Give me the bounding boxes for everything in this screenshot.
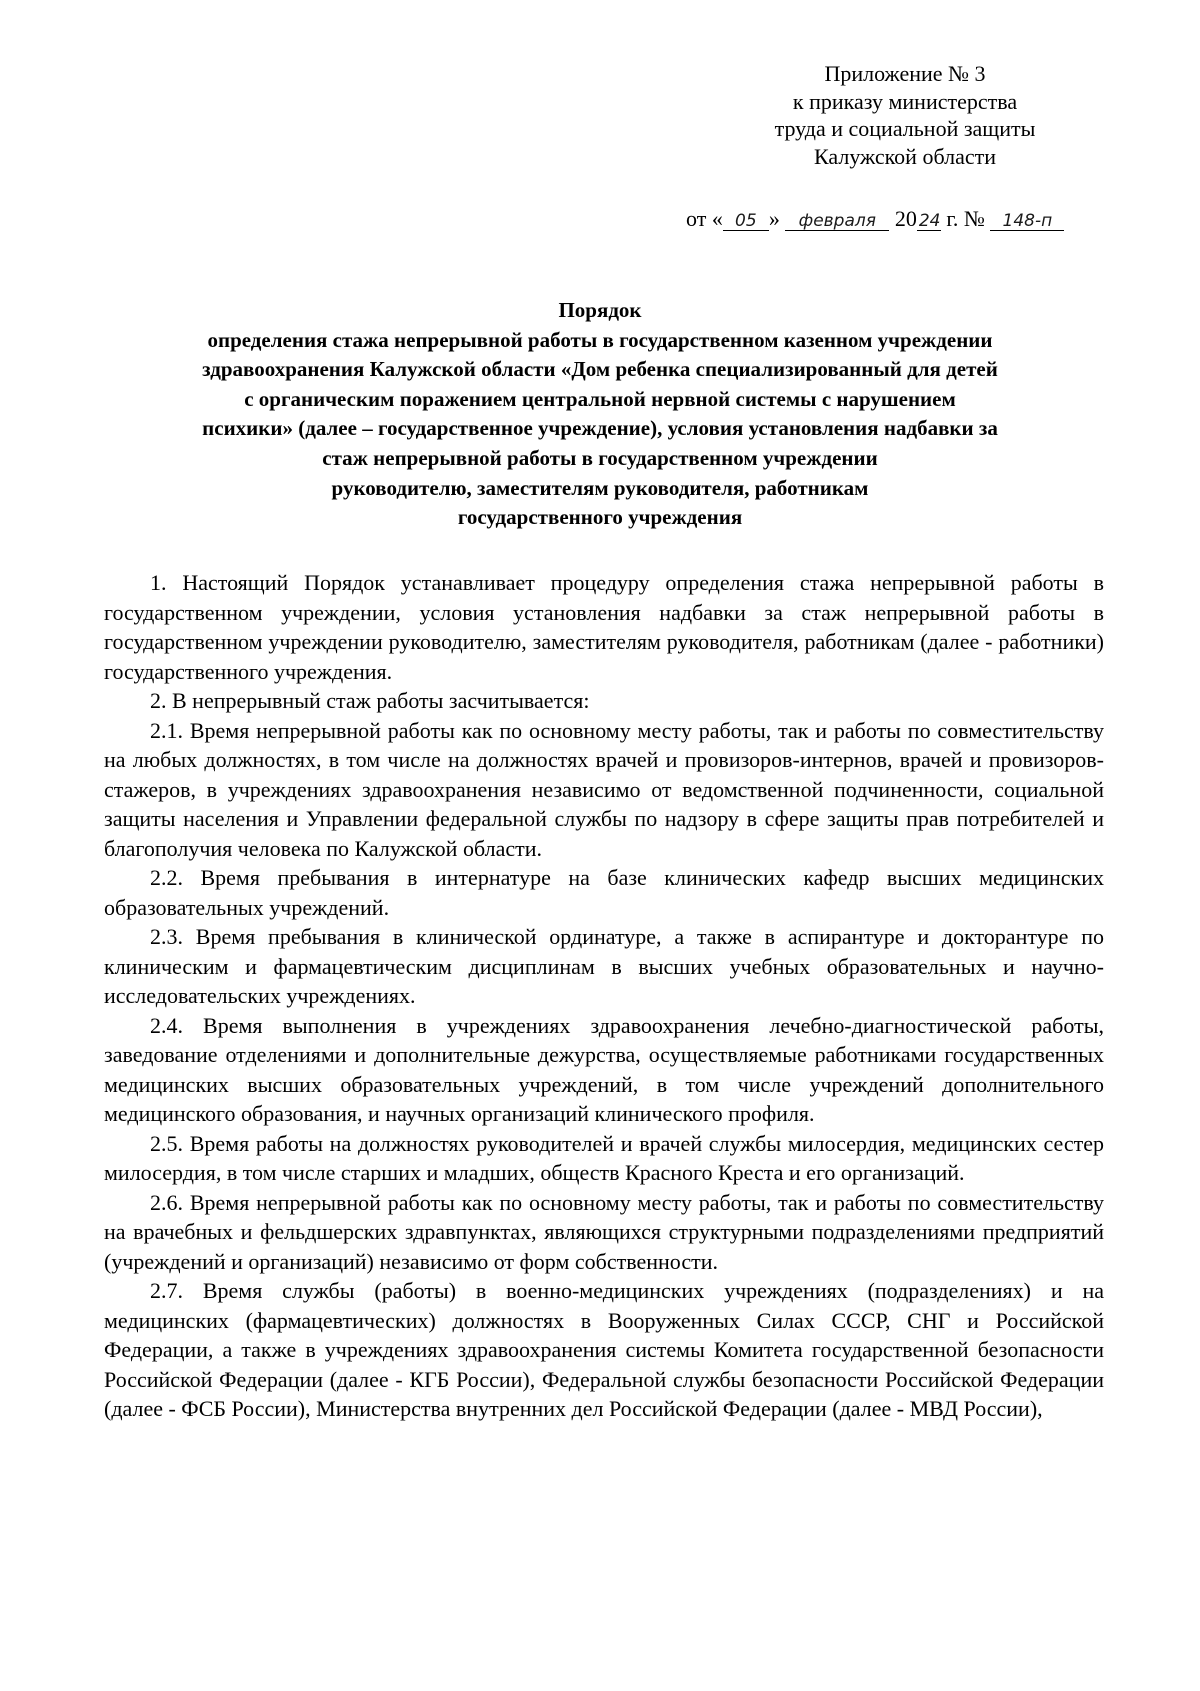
document-title (80, 296, 1120, 533)
title-line: руководителю, заместителям руководителя, работникам (331, 475, 869, 500)
document-body (104, 568, 1104, 1424)
paragraph-2-3: 2.3. Время пребывания в клинической ординатуре, а также в аспирантуре и докторантуре по клиническим и фармацевтическим дисциплинам в высших учебных образовательных и научно-исследовательских учреждениях. (104, 924, 1104, 1008)
title-line: стаж непрерывной работы в государственном учреждении (322, 445, 878, 470)
appendix-header (740, 60, 1070, 170)
handwritten-order-number: 148-п (990, 212, 1064, 231)
title-line: определения стажа непрерывной работы в государственном казенном учреждении (207, 327, 993, 352)
paragraph-2-2: 2.2. Время пребывания в интернатуре на базе клинических кафедр высших медицинских образовательных учреждений. (104, 865, 1104, 920)
title-line: государственного учреждения (457, 505, 743, 530)
appendix-line: Калужской области (814, 143, 996, 169)
number-label: г. № (940, 206, 991, 231)
paragraph-2-1: 2.1. Время непрерывной работы как по основному месту работы, так и работы по совместительству на любых должностях, в том числе на должностях врачей и провизоров-интернов, врачей и провизоров-стажеров, в учреждениях здравоохранения независимо от ведомственной подчиненности, социальной защиты населения и Управлении федеральной службы по надзору в сфере защиты прав потребителей и благополучия человека по Калужской области. (104, 717, 1104, 861)
date-prefix: от « (686, 206, 723, 231)
year-prefix: 20 (889, 206, 917, 231)
appendix-line: Приложение № 3 (824, 61, 986, 86)
handwritten-month: февраля (785, 212, 889, 231)
paragraph-1: 1. Настоящий Порядок устанавливает процедуру определения стажа непрерывной работы в государственном учреждении, условия установления надбавки за стаж непрерывной работы в государственном учреждении руководителю, заместителям руководителя, работникам (далее - работники) государственного учреждения. (104, 570, 1104, 684)
paragraph-2-7: 2.7. Время службы (работы) в военно-медицинских учреждениях (подразделениях) и на медицинских (фармацевтических) должностях в Вооруженных Силах СССР, СНГ и Российской Федерации, а также в учреждениях здравоохранения системы Комитета государственной безопасности Российской Федерации (далее - КГБ России), Федеральной службы безопасности Российской Федерации (далее - ФСБ России), Министерства внутренних дел Российской Федерации (далее - МВД России), (104, 1278, 1104, 1421)
order-date-line (686, 205, 1064, 233)
appendix-line: к приказу министерства (792, 88, 1018, 114)
paragraph-2-5: 2.5. Время работы на должностях руководителей и врачей службы милосердия, медицинских сестер милосердия, в том числе старших и младших, обществ Красного Креста и его организаций. (104, 1130, 1104, 1185)
paragraph-2-6: 2.6. Время непрерывной работы как по основному месту работы, так и работы по совместительству на врачебных и фельдшерских здравпунктах, являющихся структурными подразделениями предприятий (учреждений и организаций) независимо от форм собственности. (104, 1189, 1104, 1274)
date-separator: » (768, 206, 786, 231)
paragraph-2: 2. В непрерывный стаж работы засчитывается: (150, 688, 590, 713)
title-line: с органическим поражением центральной нервной системы с нарушением (244, 386, 956, 411)
handwritten-day: 05 (723, 212, 769, 231)
appendix-line: труда и социальной защиты (774, 116, 1036, 141)
title-line: психики» (далее – государственное учреждение), условия установления надбавки за (202, 416, 998, 441)
handwritten-year: 24 (918, 211, 941, 231)
title-line: здравоохранения Калужской области «Дом ребенка специализированный для детей (202, 357, 998, 382)
paragraph-2-4: 2.4. Время выполнения в учреждениях здравоохранения лечебно-диагностической работы, заведование отделениями и дополнительные дежурства, осуществляемые работниками государственных медицинских высших образовательных учреждений, в том числе учреждений дополнительного медицинского образования, и научных организаций клинического профиля. (104, 1012, 1104, 1126)
title-line: Порядок (558, 298, 642, 322)
